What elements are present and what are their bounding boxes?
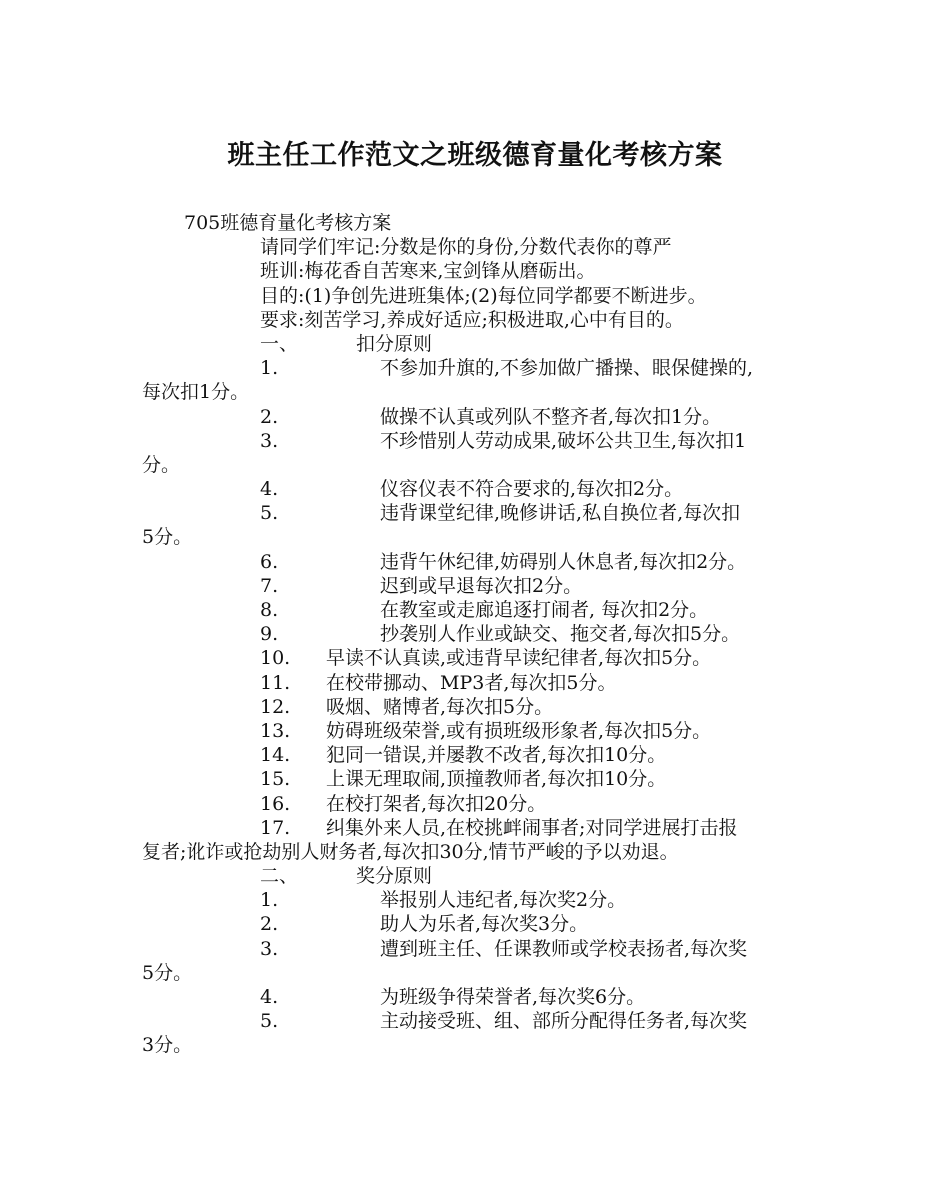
item-number: 13.: [260, 719, 291, 742]
item-number: 1.: [260, 889, 279, 912]
list-item: [142, 985, 832, 1009]
item-continuation: 每次扣1分。: [142, 381, 250, 404]
item-text: 违背课堂纪律,晚修讲话,私自换位者,每次扣: [380, 502, 741, 525]
list-item: [142, 429, 832, 453]
list-item: [142, 622, 832, 646]
section-title: 扣分原则: [356, 332, 433, 355]
list-item: [142, 356, 832, 380]
item-text: 仪容仪表不符合要求的,每次扣2分。: [380, 478, 684, 501]
list-item: [142, 937, 832, 961]
item-text: 在校带挪动、MP3者,每次扣5分。: [326, 671, 617, 694]
item-text: 做操不认真或列队不整齐者,每次扣1分。: [380, 405, 722, 428]
item-text: 主动接受班、组、部所分配得任务者,每次奖: [380, 1010, 748, 1033]
item-continuation: 复者;讹诈或抢劫别人财务者,每次扣30分,情节严峻的予以劝退。: [142, 840, 679, 863]
list-item: [142, 816, 832, 840]
item-text: 举报别人违纪者,每次奖2分。: [380, 889, 627, 912]
section-number: 二、: [260, 865, 299, 888]
item-number: 11.: [260, 671, 291, 694]
list-item: [142, 767, 832, 791]
item-text: 抄袭别人作业或缺交、拖交者,每次扣5分。: [380, 623, 741, 646]
item-text: 早读不认真读,或违背早读纪律者,每次扣5分。: [326, 647, 712, 670]
item-continuation: 分。: [142, 453, 181, 476]
list-item: [142, 477, 832, 501]
list-item: [142, 792, 832, 816]
item-text: 吸烟、赌博者,每次扣5分。: [326, 695, 554, 718]
item-number: 15.: [260, 768, 291, 791]
list-item: [142, 405, 832, 429]
document-title: 班主任工作范文之班级德育量化考核方案: [227, 140, 723, 171]
item-text: 遭到班主任、任课教师或学校表扬者,每次奖: [380, 937, 748, 960]
item-number: 9.: [260, 623, 279, 646]
list-item: [142, 501, 832, 525]
intro-line: 班训:梅花香自苦寒来,宝剑锋从磨砺出。: [260, 260, 596, 283]
list-item: [142, 743, 832, 767]
list-item: [142, 671, 832, 695]
item-number: 10.: [260, 647, 291, 670]
item-text: 上课无理取闹,顶撞教师者,每次扣10分。: [326, 768, 667, 791]
item-number: 1.: [260, 357, 279, 380]
list-item: [142, 550, 832, 574]
item-text: 迟到或早退每次扣2分。: [380, 574, 583, 597]
item-number: 2.: [260, 913, 279, 936]
item-number: 3.: [260, 937, 279, 960]
item-number: 5.: [260, 502, 279, 525]
item-text: 纠集外来人员,在校挑衅闹事者;对同学进展打击报: [326, 816, 738, 839]
item-text: 在校打架者,每次扣20分。: [326, 792, 547, 815]
item-number: 8.: [260, 599, 279, 621]
item-continuation: 5分。: [142, 526, 193, 549]
item-text: 不珍惜别人劳动成果,破坏公共卫生,每次扣1: [380, 429, 747, 452]
intro-line: 目的:(1)争创先进班集体;(2)每位同学都要不断进步。: [260, 284, 707, 307]
item-number: 14.: [260, 744, 291, 767]
item-number: 5.: [260, 1010, 279, 1033]
list-item: [142, 574, 832, 598]
item-continuation: 3分。: [142, 1034, 193, 1057]
list-item: [142, 598, 832, 622]
document-body: [142, 211, 832, 1058]
list-item: [142, 646, 832, 670]
item-number: 16.: [260, 792, 291, 815]
list-item: [142, 888, 832, 912]
item-text: 妨碍班级荣誉,或有损班级形象者,每次扣5分。: [326, 719, 712, 742]
plan-subtitle: 705班德育量化考核方案: [184, 212, 392, 234]
list-item: [142, 912, 832, 936]
item-number: 4.: [260, 986, 279, 1008]
intro-line: 要求:刻苦学习,养成好适应;积极进取,心中有目的。: [260, 308, 684, 331]
item-number: 7.: [260, 574, 279, 597]
item-text: 为班级争得荣誉者,每次奖6分。: [380, 986, 646, 1008]
section-heading: [142, 864, 832, 888]
list-item: [142, 1009, 832, 1033]
item-number: 3.: [260, 429, 279, 452]
item-number: 6.: [260, 550, 279, 573]
item-number: 17.: [260, 816, 291, 839]
item-text: 违背午休纪律,妨碍别人休息者,每次扣2分。: [380, 550, 747, 573]
item-number: 12.: [260, 695, 291, 718]
item-number: 4.: [260, 478, 279, 501]
item-text: 助人为乐者,每次奖3分。: [380, 913, 589, 936]
section-heading: [142, 332, 832, 356]
item-continuation: 5分。: [142, 961, 193, 984]
item-text: 犯同一错误,并屡教不改者,每次扣10分。: [326, 744, 667, 767]
section-number: 一、: [260, 332, 299, 355]
list-item: [142, 695, 832, 719]
section-title: 奖分原则: [356, 865, 433, 888]
item-text: 不参加升旗的,不参加做广播操、眼保健操的,: [380, 357, 754, 380]
list-item: [142, 719, 832, 743]
intro-line: 请同学们牢记:分数是你的身份,分数代表你的尊严: [260, 236, 672, 259]
item-text: 在教室或走廊追逐打闹者, 每次扣2分。: [380, 599, 709, 621]
item-number: 2.: [260, 405, 279, 428]
